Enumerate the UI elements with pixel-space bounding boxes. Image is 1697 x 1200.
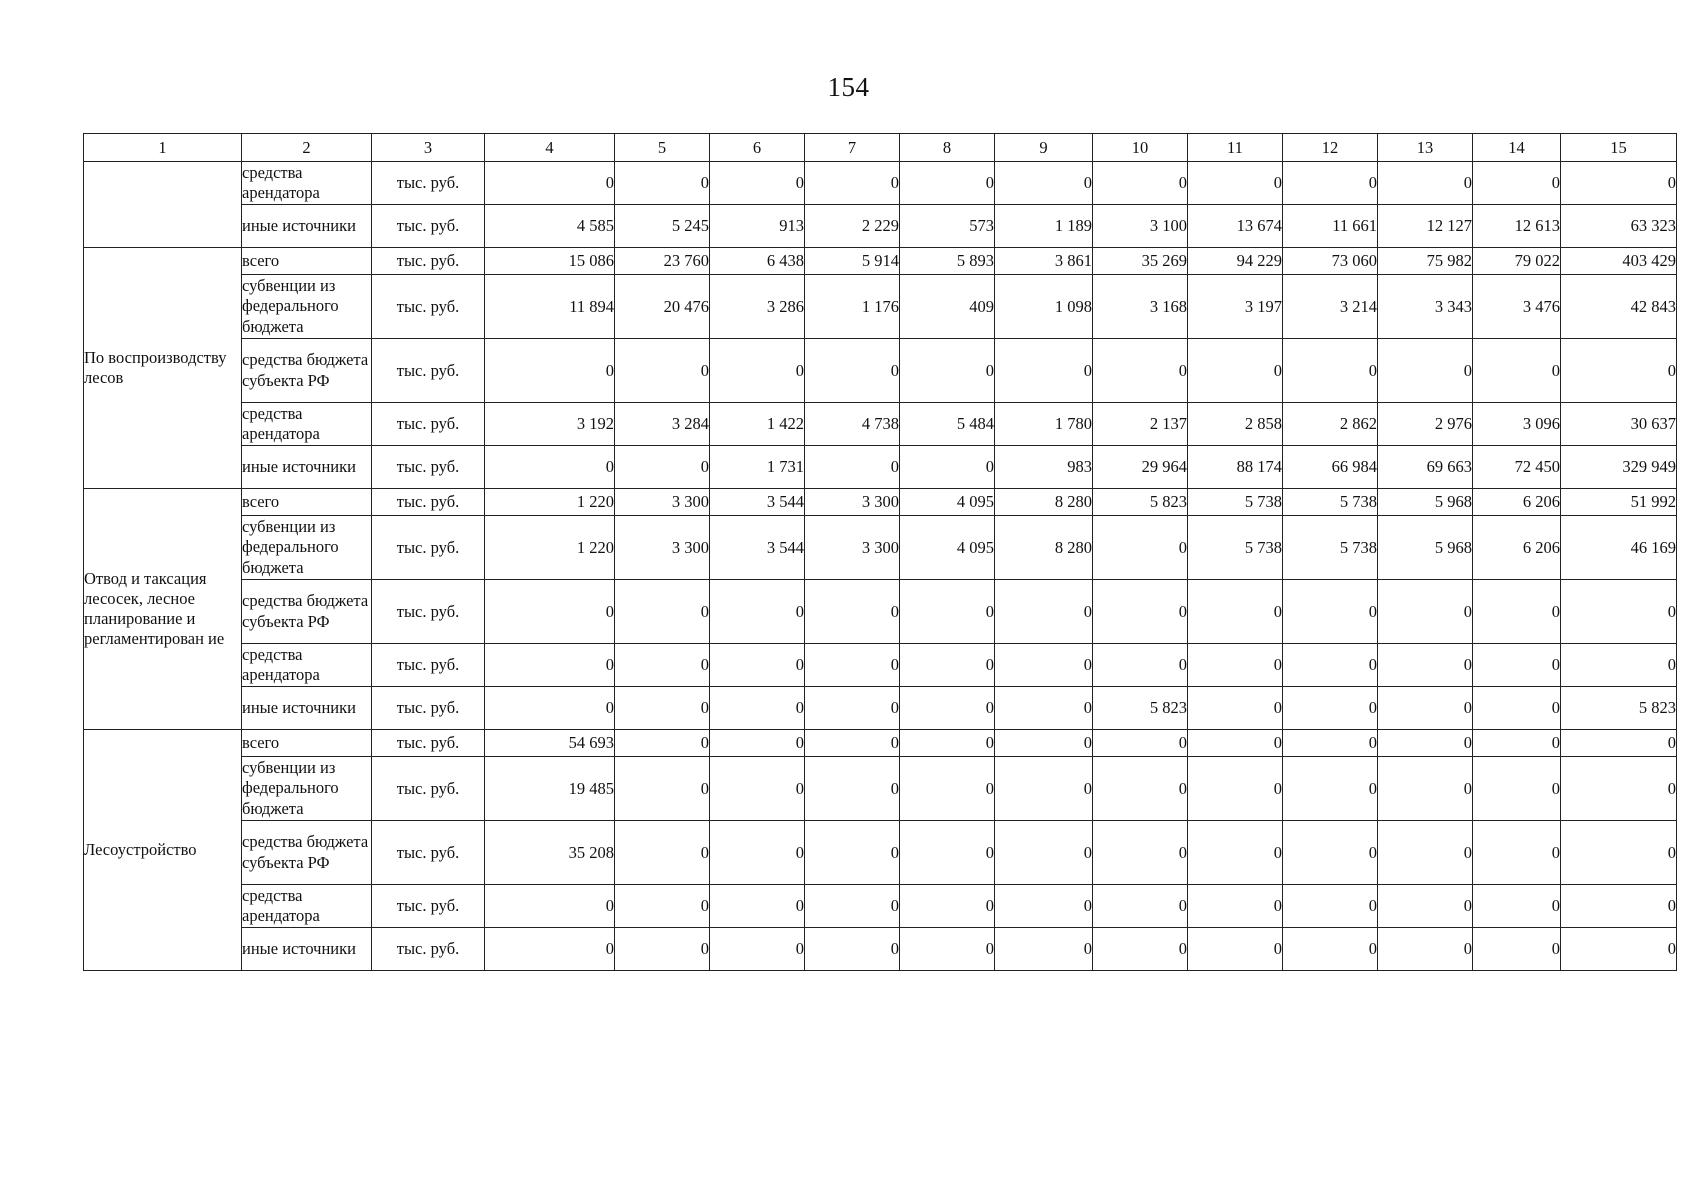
value-cell: 0 (900, 644, 995, 687)
value-cell: 0 (1283, 162, 1378, 205)
value-cell: 0 (995, 339, 1093, 403)
value-cell: 0 (615, 730, 710, 757)
value-cell: 0 (1093, 162, 1188, 205)
column-header: 1 (84, 134, 242, 162)
value-cell: 0 (485, 644, 615, 687)
value-cell: 54 693 (485, 730, 615, 757)
table-row (84, 644, 1677, 687)
value-cell: 5 823 (1093, 687, 1188, 730)
table-row (84, 275, 1677, 339)
value-cell: 0 (995, 162, 1093, 205)
funding-source-cell: иные источники (242, 928, 372, 971)
value-cell: 0 (615, 644, 710, 687)
value-cell: 0 (1378, 928, 1473, 971)
funding-source-cell: иные источники (242, 446, 372, 489)
value-cell: 0 (1561, 580, 1677, 644)
value-cell: 0 (485, 580, 615, 644)
value-cell: 0 (485, 687, 615, 730)
value-cell: 66 984 (1283, 446, 1378, 489)
value-cell: 0 (710, 162, 805, 205)
table-row (84, 928, 1677, 971)
table-row (84, 446, 1677, 489)
value-cell: 19 485 (485, 757, 615, 821)
value-cell: 329 949 (1561, 446, 1677, 489)
value-cell: 42 843 (1561, 275, 1677, 339)
value-cell: 4 585 (485, 205, 615, 248)
value-cell: 0 (900, 580, 995, 644)
table-row (84, 403, 1677, 446)
value-cell: 0 (1378, 162, 1473, 205)
value-cell: 3 096 (1473, 403, 1561, 446)
value-cell: 0 (1188, 928, 1283, 971)
value-cell: 0 (1093, 821, 1188, 885)
column-header: 7 (805, 134, 900, 162)
value-cell: 6 438 (710, 248, 805, 275)
funding-source-cell: иные источники (242, 205, 372, 248)
table-row (84, 248, 1677, 275)
value-cell: 0 (1378, 580, 1473, 644)
value-cell: 409 (900, 275, 995, 339)
value-cell: 0 (615, 885, 710, 928)
value-cell: 0 (615, 580, 710, 644)
table-row (84, 489, 1677, 516)
value-cell: 3 300 (615, 489, 710, 516)
value-cell: 2 137 (1093, 403, 1188, 446)
value-cell: 0 (805, 730, 900, 757)
value-cell: 3 286 (710, 275, 805, 339)
activity-group-cell (84, 162, 242, 248)
value-cell: 0 (1188, 339, 1283, 403)
value-cell: 4 095 (900, 489, 995, 516)
value-cell: 0 (900, 687, 995, 730)
value-cell: 0 (1561, 928, 1677, 971)
value-cell: 0 (1378, 730, 1473, 757)
value-cell: 0 (1473, 580, 1561, 644)
value-cell: 3 300 (805, 516, 900, 580)
unit-cell: тыс. руб. (372, 885, 485, 928)
value-cell: 0 (1188, 730, 1283, 757)
value-cell: 0 (615, 821, 710, 885)
value-cell: 0 (1093, 580, 1188, 644)
value-cell: 0 (1283, 580, 1378, 644)
column-header: 3 (372, 134, 485, 162)
value-cell: 0 (1283, 757, 1378, 821)
value-cell: 0 (485, 339, 615, 403)
value-cell: 11 894 (485, 275, 615, 339)
column-header: 8 (900, 134, 995, 162)
value-cell: 20 476 (615, 275, 710, 339)
value-cell: 0 (1093, 928, 1188, 971)
value-cell: 2 862 (1283, 403, 1378, 446)
value-cell: 35 269 (1093, 248, 1188, 275)
value-cell: 3 168 (1093, 275, 1188, 339)
value-cell: 0 (1561, 757, 1677, 821)
funding-source-cell: субвенции из федерального бюджета (242, 757, 372, 821)
table-row (84, 580, 1677, 644)
value-cell: 0 (1093, 885, 1188, 928)
value-cell: 0 (1093, 644, 1188, 687)
funding-source-cell: средства бюджета субъекта РФ (242, 580, 372, 644)
value-cell: 5 738 (1283, 489, 1378, 516)
value-cell: 5 738 (1188, 489, 1283, 516)
value-cell: 403 429 (1561, 248, 1677, 275)
value-cell: 0 (615, 687, 710, 730)
value-cell: 0 (1188, 687, 1283, 730)
value-cell: 0 (1283, 644, 1378, 687)
value-cell: 69 663 (1378, 446, 1473, 489)
funding-source-cell: средства арендатора (242, 644, 372, 687)
column-header: 9 (995, 134, 1093, 162)
value-cell: 0 (900, 821, 995, 885)
unit-cell: тыс. руб. (372, 275, 485, 339)
value-cell: 0 (1378, 644, 1473, 687)
value-cell: 3 284 (615, 403, 710, 446)
value-cell: 0 (805, 757, 900, 821)
value-cell: 0 (1561, 162, 1677, 205)
value-cell: 0 (900, 928, 995, 971)
value-cell: 0 (1378, 885, 1473, 928)
value-cell: 0 (1093, 757, 1188, 821)
value-cell: 0 (485, 446, 615, 489)
value-cell: 573 (900, 205, 995, 248)
value-cell: 3 300 (615, 516, 710, 580)
unit-cell: тыс. руб. (372, 687, 485, 730)
value-cell: 0 (1188, 162, 1283, 205)
value-cell: 0 (1188, 580, 1283, 644)
value-cell: 0 (1473, 730, 1561, 757)
value-cell: 0 (1378, 757, 1473, 821)
value-cell: 0 (1473, 162, 1561, 205)
value-cell: 5 738 (1283, 516, 1378, 580)
value-cell: 0 (1093, 730, 1188, 757)
table-row (84, 162, 1677, 205)
value-cell: 1 098 (995, 275, 1093, 339)
unit-cell: тыс. руб. (372, 403, 485, 446)
column-header: 2 (242, 134, 372, 162)
value-cell: 0 (995, 644, 1093, 687)
value-cell: 2 229 (805, 205, 900, 248)
value-cell: 0 (1283, 339, 1378, 403)
value-cell: 0 (805, 162, 900, 205)
value-cell: 983 (995, 446, 1093, 489)
value-cell: 0 (1473, 757, 1561, 821)
value-cell: 0 (615, 339, 710, 403)
value-cell: 0 (1283, 687, 1378, 730)
value-cell: 0 (485, 928, 615, 971)
value-cell: 4 095 (900, 516, 995, 580)
value-cell: 0 (805, 339, 900, 403)
unit-cell: тыс. руб. (372, 205, 485, 248)
value-cell: 2 858 (1188, 403, 1283, 446)
value-cell: 0 (710, 644, 805, 687)
column-header: 15 (1561, 134, 1677, 162)
column-header: 12 (1283, 134, 1378, 162)
value-cell: 8 280 (995, 489, 1093, 516)
unit-cell: тыс. руб. (372, 730, 485, 757)
value-cell: 72 450 (1473, 446, 1561, 489)
value-cell: 3 476 (1473, 275, 1561, 339)
funding-source-cell: субвенции из федерального бюджета (242, 516, 372, 580)
value-cell: 0 (1561, 339, 1677, 403)
value-cell: 73 060 (1283, 248, 1378, 275)
value-cell: 0 (1561, 885, 1677, 928)
unit-cell: тыс. руб. (372, 162, 485, 205)
unit-cell: тыс. руб. (372, 644, 485, 687)
value-cell: 0 (805, 644, 900, 687)
value-cell: 0 (1188, 885, 1283, 928)
unit-cell: тыс. руб. (372, 248, 485, 275)
value-cell: 1 189 (995, 205, 1093, 248)
value-cell: 0 (1561, 821, 1677, 885)
column-header: 10 (1093, 134, 1188, 162)
value-cell: 0 (1473, 928, 1561, 971)
funding-source-cell: всего (242, 730, 372, 757)
value-cell: 5 968 (1378, 489, 1473, 516)
value-cell: 6 206 (1473, 489, 1561, 516)
value-cell: 913 (710, 205, 805, 248)
value-cell: 0 (1473, 339, 1561, 403)
value-cell: 5 738 (1188, 516, 1283, 580)
table-row (84, 821, 1677, 885)
funding-source-cell: средства арендатора (242, 885, 372, 928)
value-cell: 0 (1561, 644, 1677, 687)
funding-source-cell: средства арендатора (242, 403, 372, 446)
value-cell: 63 323 (1561, 205, 1677, 248)
value-cell: 2 976 (1378, 403, 1473, 446)
value-cell: 0 (1473, 821, 1561, 885)
value-cell: 0 (1561, 730, 1677, 757)
value-cell: 0 (900, 162, 995, 205)
unit-cell: тыс. руб. (372, 580, 485, 644)
value-cell: 1 422 (710, 403, 805, 446)
funding-source-cell: субвенции из федерального бюджета (242, 275, 372, 339)
column-header: 6 (710, 134, 805, 162)
value-cell: 0 (1283, 885, 1378, 928)
value-cell: 46 169 (1561, 516, 1677, 580)
value-cell: 0 (1283, 928, 1378, 971)
value-cell: 0 (900, 757, 995, 821)
funding-source-cell: средства арендатора (242, 162, 372, 205)
value-cell: 0 (805, 928, 900, 971)
budget-table (83, 133, 1677, 971)
value-cell: 0 (485, 162, 615, 205)
value-cell: 0 (615, 446, 710, 489)
value-cell: 0 (995, 580, 1093, 644)
table-row (84, 687, 1677, 730)
value-cell: 0 (710, 757, 805, 821)
value-cell: 11 661 (1283, 205, 1378, 248)
value-cell: 0 (1473, 885, 1561, 928)
value-cell: 0 (710, 580, 805, 644)
column-header: 14 (1473, 134, 1561, 162)
value-cell: 0 (900, 885, 995, 928)
value-cell: 5 914 (805, 248, 900, 275)
column-header: 11 (1188, 134, 1283, 162)
unit-cell: тыс. руб. (372, 446, 485, 489)
activity-group-cell: Лесоустройство (84, 730, 242, 971)
value-cell: 0 (1188, 757, 1283, 821)
value-cell: 0 (995, 757, 1093, 821)
value-cell: 51 992 (1561, 489, 1677, 516)
value-cell: 12 613 (1473, 205, 1561, 248)
table-row (84, 205, 1677, 248)
value-cell: 3 861 (995, 248, 1093, 275)
unit-cell: тыс. руб. (372, 928, 485, 971)
value-cell: 0 (1378, 687, 1473, 730)
activity-group-cell: По воспроизводству лесов (84, 248, 242, 489)
value-cell: 0 (1093, 516, 1188, 580)
value-cell: 0 (805, 580, 900, 644)
table-row (84, 516, 1677, 580)
value-cell: 0 (1473, 687, 1561, 730)
column-header: 4 (485, 134, 615, 162)
value-cell: 0 (615, 928, 710, 971)
value-cell: 5 823 (1561, 687, 1677, 730)
column-header: 5 (615, 134, 710, 162)
value-cell: 0 (805, 885, 900, 928)
value-cell: 0 (1093, 339, 1188, 403)
funding-source-cell: средства бюджета субъекта РФ (242, 821, 372, 885)
value-cell: 0 (710, 928, 805, 971)
value-cell: 5 823 (1093, 489, 1188, 516)
column-number-row (84, 134, 1677, 162)
table-row (84, 885, 1677, 928)
value-cell: 0 (1378, 821, 1473, 885)
value-cell: 0 (805, 446, 900, 489)
value-cell: 6 206 (1473, 516, 1561, 580)
unit-cell: тыс. руб. (372, 339, 485, 403)
value-cell: 3 544 (710, 489, 805, 516)
value-cell: 0 (485, 885, 615, 928)
value-cell: 13 674 (1188, 205, 1283, 248)
page-number: 154 (827, 72, 870, 102)
value-cell: 30 637 (1561, 403, 1677, 446)
value-cell: 0 (900, 730, 995, 757)
value-cell: 88 174 (1188, 446, 1283, 489)
table-row (84, 730, 1677, 757)
value-cell: 3 214 (1283, 275, 1378, 339)
value-cell: 0 (615, 162, 710, 205)
value-cell: 94 229 (1188, 248, 1283, 275)
value-cell: 3 544 (710, 516, 805, 580)
table-row (84, 757, 1677, 821)
value-cell: 29 964 (1093, 446, 1188, 489)
value-cell: 0 (995, 928, 1093, 971)
value-cell: 12 127 (1378, 205, 1473, 248)
value-cell: 15 086 (485, 248, 615, 275)
value-cell: 0 (900, 446, 995, 489)
unit-cell: тыс. руб. (372, 821, 485, 885)
activity-group-cell: Отвод и таксация лесосек, лесное планирование и регламентирован ие (84, 489, 242, 730)
value-cell: 0 (805, 821, 900, 885)
value-cell: 0 (1283, 821, 1378, 885)
value-cell: 0 (710, 339, 805, 403)
column-header: 13 (1378, 134, 1473, 162)
unit-cell: тыс. руб. (372, 757, 485, 821)
value-cell: 1 780 (995, 403, 1093, 446)
value-cell: 0 (710, 687, 805, 730)
funding-source-cell: иные источники (242, 687, 372, 730)
value-cell: 1 176 (805, 275, 900, 339)
value-cell: 5 484 (900, 403, 995, 446)
funding-source-cell: средства бюджета субъекта РФ (242, 339, 372, 403)
value-cell: 0 (1283, 730, 1378, 757)
value-cell: 0 (615, 757, 710, 821)
value-cell: 79 022 (1473, 248, 1561, 275)
value-cell: 3 343 (1378, 275, 1473, 339)
value-cell: 0 (710, 730, 805, 757)
value-cell: 4 738 (805, 403, 900, 446)
value-cell: 0 (1188, 644, 1283, 687)
value-cell: 3 192 (485, 403, 615, 446)
value-cell: 1 220 (485, 516, 615, 580)
value-cell: 3 300 (805, 489, 900, 516)
value-cell: 3 100 (1093, 205, 1188, 248)
value-cell: 5 893 (900, 248, 995, 275)
value-cell: 0 (1378, 339, 1473, 403)
value-cell: 0 (1473, 644, 1561, 687)
value-cell: 0 (995, 730, 1093, 757)
value-cell: 0 (995, 821, 1093, 885)
value-cell: 0 (1188, 821, 1283, 885)
value-cell: 5 245 (615, 205, 710, 248)
value-cell: 0 (900, 339, 995, 403)
value-cell: 75 982 (1378, 248, 1473, 275)
unit-cell: тыс. руб. (372, 516, 485, 580)
value-cell: 1 220 (485, 489, 615, 516)
value-cell: 35 208 (485, 821, 615, 885)
value-cell: 0 (995, 687, 1093, 730)
value-cell: 0 (710, 821, 805, 885)
value-cell: 23 760 (615, 248, 710, 275)
value-cell: 0 (710, 885, 805, 928)
value-cell: 0 (995, 885, 1093, 928)
value-cell: 1 731 (710, 446, 805, 489)
funding-source-cell: всего (242, 489, 372, 516)
unit-cell: тыс. руб. (372, 489, 485, 516)
value-cell: 0 (805, 687, 900, 730)
funding-source-cell: всего (242, 248, 372, 275)
value-cell: 5 968 (1378, 516, 1473, 580)
value-cell: 8 280 (995, 516, 1093, 580)
table-row (84, 339, 1677, 403)
value-cell: 3 197 (1188, 275, 1283, 339)
